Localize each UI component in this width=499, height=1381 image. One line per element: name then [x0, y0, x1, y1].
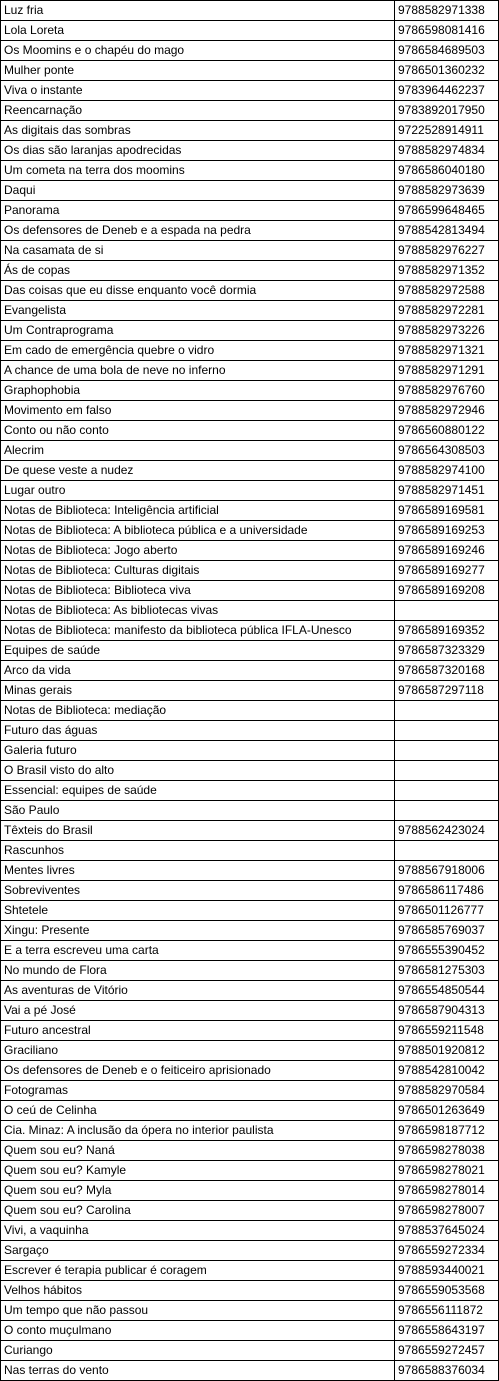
- isbn-cell[interactable]: 9786589169246: [395, 541, 499, 561]
- book-title-cell[interactable]: Na casamata de si: [1, 241, 395, 261]
- table-row: [1, 521, 499, 541]
- table-row: [1, 681, 499, 701]
- isbn-cell[interactable]: 9722528914911: [395, 121, 499, 141]
- book-title-cell[interactable]: Os defensores de Deneb e o feiticeiro aprisionado: [1, 1061, 395, 1081]
- isbn-cell[interactable]: 9788582971291: [395, 361, 499, 381]
- table-row: [1, 221, 499, 241]
- table-row: [1, 1221, 499, 1241]
- book-title-cell[interactable]: As aventuras de Vitório: [1, 981, 395, 1001]
- book-title-cell[interactable]: Essencial: equipes de saúde: [1, 781, 395, 801]
- book-title-cell[interactable]: Um Contraprograma: [1, 321, 395, 341]
- table-row: [1, 1101, 499, 1121]
- table-row: [1, 1021, 499, 1041]
- isbn-cell[interactable]: 9786587320168: [395, 661, 499, 681]
- book-title-cell[interactable]: Alecrim: [1, 441, 395, 461]
- book-title-cell[interactable]: Quem sou eu? Kamyle: [1, 1161, 395, 1181]
- table-row: [1, 741, 499, 761]
- isbn-cell[interactable]: 9786598278021: [395, 1161, 499, 1181]
- table-row: [1, 1281, 499, 1301]
- book-title-cell[interactable]: Mentes livres: [1, 861, 395, 881]
- isbn-cell[interactable]: 9786559272457: [395, 1341, 499, 1361]
- book-title-cell[interactable]: Xingu: Presente: [1, 921, 395, 941]
- book-title-cell[interactable]: Curiango: [1, 1341, 395, 1361]
- isbn-cell[interactable]: 9788582970584: [395, 1081, 499, 1101]
- table-row: [1, 1201, 499, 1221]
- table-row: [1, 901, 499, 921]
- isbn-cell[interactable]: 9788542813494: [395, 221, 499, 241]
- table-row: [1, 641, 499, 661]
- book-title-cell[interactable]: Escrever é terapia publicar é coragem: [1, 1261, 395, 1281]
- table-row: [1, 941, 499, 961]
- table-row: [1, 41, 499, 61]
- table-row: [1, 961, 499, 981]
- table-row: [1, 421, 499, 441]
- table-row: [1, 621, 499, 641]
- table-row: [1, 261, 499, 281]
- book-title-cell[interactable]: Futuro ancestral: [1, 1021, 395, 1041]
- book-title-cell[interactable]: Vai a pé José: [1, 1001, 395, 1021]
- isbn-cell[interactable]: 9786560880122: [395, 421, 499, 441]
- isbn-cell[interactable]: 9786598187712: [395, 1121, 499, 1141]
- isbn-cell[interactable]: 9786585769037: [395, 921, 499, 941]
- isbn-cell[interactable]: 9786586040180: [395, 161, 499, 181]
- isbn-cell[interactable]: 9786559211548: [395, 1021, 499, 1041]
- isbn-cell[interactable]: 9786589169581: [395, 501, 499, 521]
- isbn-cell[interactable]: 9786589169208: [395, 581, 499, 601]
- book-title-cell[interactable]: De quese veste a nudez: [1, 461, 395, 481]
- table-row: [1, 821, 499, 841]
- table-row: [1, 381, 499, 401]
- book-title-cell[interactable]: Notas de Biblioteca: Culturas digitais: [1, 561, 395, 581]
- book-title-cell[interactable]: Minas gerais: [1, 681, 395, 701]
- book-title-cell[interactable]: Um cometa na terra dos moomins: [1, 161, 395, 181]
- book-title-cell[interactable]: Em cado de emergência quebre o vidro: [1, 341, 395, 361]
- isbn-cell[interactable]: 9786598278007: [395, 1201, 499, 1221]
- isbn-cell[interactable]: 9788582971321: [395, 341, 499, 361]
- book-title-cell[interactable]: Têxteis do Brasil: [1, 821, 395, 841]
- isbn-cell[interactable]: [395, 601, 499, 621]
- isbn-cell[interactable]: 9788582973226: [395, 321, 499, 341]
- table-row: [1, 61, 499, 81]
- isbn-cell[interactable]: 9786555390452: [395, 941, 499, 961]
- book-title-cell[interactable]: Os dias são laranjas apodrecidas: [1, 141, 395, 161]
- table-row: [1, 241, 499, 261]
- book-title-cell[interactable]: Das coisas que eu disse enquanto você dormia: [1, 281, 395, 301]
- isbn-cell[interactable]: 9786587904313: [395, 1001, 499, 1021]
- isbn-cell[interactable]: 9786554850544: [395, 981, 499, 1001]
- book-title-cell[interactable]: Rascunhos: [1, 841, 395, 861]
- table-row: [1, 1, 499, 21]
- book-title-cell[interactable]: Nas terras do vento: [1, 1361, 395, 1381]
- book-title-cell[interactable]: O Brasil visto do alto: [1, 761, 395, 781]
- isbn-cell[interactable]: [395, 781, 499, 801]
- book-title-cell[interactable]: Movimento em falso: [1, 401, 395, 421]
- book-title-cell[interactable]: Sargaço: [1, 1241, 395, 1261]
- table-row: [1, 461, 499, 481]
- table-row: [1, 1341, 499, 1361]
- table-row: [1, 1121, 499, 1141]
- book-title-cell[interactable]: Lugar outro: [1, 481, 395, 501]
- isbn-cell[interactable]: 9788542810042: [395, 1061, 499, 1081]
- table-row: [1, 661, 499, 681]
- book-title-cell[interactable]: Viva o instante: [1, 81, 395, 101]
- table-row: [1, 1061, 499, 1081]
- table-row: [1, 1001, 499, 1021]
- isbn-cell[interactable]: 9786501263649: [395, 1101, 499, 1121]
- isbn-cell[interactable]: 9788537645024: [395, 1221, 499, 1241]
- table-row: [1, 781, 499, 801]
- book-title-cell[interactable]: São Paulo: [1, 801, 395, 821]
- book-title-cell[interactable]: E a terra escreveu uma carta: [1, 941, 395, 961]
- table-row: [1, 581, 499, 601]
- isbn-cell[interactable]: [395, 701, 499, 721]
- book-title-cell[interactable]: Vivi, a vaquinha: [1, 1221, 395, 1241]
- table-row: [1, 601, 499, 621]
- isbn-cell[interactable]: [395, 841, 499, 861]
- book-title-cell[interactable]: Cia. Minaz: A inclusão da ópera no interior paulista: [1, 1121, 395, 1141]
- table-row: [1, 1241, 499, 1261]
- table-row: [1, 321, 499, 341]
- isbn-cell[interactable]: [395, 801, 499, 821]
- book-title-cell[interactable]: Notas de Biblioteca: mediação: [1, 701, 395, 721]
- isbn-cell[interactable]: 9786558643197: [395, 1321, 499, 1341]
- isbn-cell[interactable]: [395, 761, 499, 781]
- table-row: [1, 341, 499, 361]
- isbn-cell[interactable]: 9788582974834: [395, 141, 499, 161]
- table-row: [1, 201, 499, 221]
- book-title-cell[interactable]: Quem sou eu? Naná: [1, 1141, 395, 1161]
- book-title-cell[interactable]: Evangelista: [1, 301, 395, 321]
- table-row: [1, 1181, 499, 1201]
- book-title-cell[interactable]: A chance de uma bola de neve no inferno: [1, 361, 395, 381]
- book-table-body: [1, 1, 499, 1381]
- book-title-cell[interactable]: Notas de Biblioteca: Biblioteca viva: [1, 581, 395, 601]
- book-title-cell[interactable]: Notas de Biblioteca: manifesto da biblioteca pública IFLA-Unesco: [1, 621, 395, 641]
- isbn-cell[interactable]: 9786598278014: [395, 1181, 499, 1201]
- table-row: [1, 1361, 499, 1381]
- isbn-cell[interactable]: 9788582971451: [395, 481, 499, 501]
- book-title-cell[interactable]: Fotogramas: [1, 1081, 395, 1101]
- book-title-cell[interactable]: Lola Loreta: [1, 21, 395, 41]
- table-row: [1, 801, 499, 821]
- isbn-cell[interactable]: [395, 721, 499, 741]
- book-title-cell[interactable]: Graciliano: [1, 1041, 395, 1061]
- book-title-cell[interactable]: Luz fria: [1, 1, 395, 21]
- book-title-cell[interactable]: As digitais das sombras: [1, 121, 395, 141]
- book-title-cell[interactable]: Notas de Biblioteca: Inteligência artificial: [1, 501, 395, 521]
- table-row: [1, 761, 499, 781]
- table-row: [1, 541, 499, 561]
- book-title-cell[interactable]: Equipes de saúde: [1, 641, 395, 661]
- table-row: [1, 701, 499, 721]
- isbn-cell[interactable]: 9786599648465: [395, 201, 499, 221]
- isbn-cell[interactable]: 9788582972588: [395, 281, 499, 301]
- book-title-cell[interactable]: Quem sou eu? Carolina: [1, 1201, 395, 1221]
- table-row: [1, 441, 499, 461]
- book-title-cell[interactable]: Velhos hábitos: [1, 1281, 395, 1301]
- book-title-cell[interactable]: Mulher ponte: [1, 61, 395, 81]
- book-title-cell[interactable]: Ás de copas: [1, 261, 395, 281]
- isbn-cell[interactable]: 9788567918006: [395, 861, 499, 881]
- table-row: [1, 81, 499, 101]
- table-row: [1, 161, 499, 181]
- book-title-cell[interactable]: Galeria futuro: [1, 741, 395, 761]
- book-title-cell[interactable]: Os Moomins e o chapéu do mago: [1, 41, 395, 61]
- isbn-cell[interactable]: 9786589169277: [395, 561, 499, 581]
- table-row: [1, 1041, 499, 1061]
- book-title-cell[interactable]: Reencarnação: [1, 101, 395, 121]
- book-title-cell[interactable]: Sobreviventes: [1, 881, 395, 901]
- isbn-cell[interactable]: 9788582976760: [395, 381, 499, 401]
- isbn-cell[interactable]: 9786564308503: [395, 441, 499, 461]
- book-title-cell[interactable]: Os defensores de Deneb e a espada na pedra: [1, 221, 395, 241]
- table-row: [1, 1321, 499, 1341]
- isbn-cell[interactable]: 9788582972946: [395, 401, 499, 421]
- isbn-cell[interactable]: 9788501920812: [395, 1041, 499, 1061]
- book-title-cell[interactable]: Um tempo que não passou: [1, 1301, 395, 1321]
- isbn-cell[interactable]: 9788582976227: [395, 241, 499, 261]
- isbn-cell[interactable]: 9788582971352: [395, 261, 499, 281]
- table-row: [1, 361, 499, 381]
- table-row: [1, 861, 499, 881]
- table-row: [1, 721, 499, 741]
- table-row: [1, 301, 499, 321]
- table-row: [1, 481, 499, 501]
- table-row: [1, 121, 499, 141]
- isbn-cell[interactable]: 9786501360232: [395, 61, 499, 81]
- table-row: [1, 1161, 499, 1181]
- isbn-cell[interactable]: 9788582971338: [395, 1, 499, 21]
- book-title-cell[interactable]: Panorama: [1, 201, 395, 221]
- isbn-cell[interactable]: 9786589169253: [395, 521, 499, 541]
- isbn-cell[interactable]: 9786589169352: [395, 621, 499, 641]
- book-title-cell[interactable]: Notas de Biblioteca: A biblioteca pública e a universidade: [1, 521, 395, 541]
- book-title-cell[interactable]: Conto ou não conto: [1, 421, 395, 441]
- isbn-cell[interactable]: 9786559053568: [395, 1281, 499, 1301]
- book-title-cell[interactable]: O ceú de Celinha: [1, 1101, 395, 1121]
- book-title-cell[interactable]: O conto muçulmano: [1, 1321, 395, 1341]
- isbn-cell[interactable]: [395, 741, 499, 761]
- table-row: [1, 101, 499, 121]
- book-title-cell[interactable]: Shtetele: [1, 901, 395, 921]
- table-row: [1, 841, 499, 861]
- isbn-cell[interactable]: 9786586117486: [395, 881, 499, 901]
- table-row: [1, 281, 499, 301]
- book-title-cell[interactable]: Futuro das águas: [1, 721, 395, 741]
- isbn-cell[interactable]: 9786501126777: [395, 901, 499, 921]
- isbn-cell[interactable]: 9788582972281: [395, 301, 499, 321]
- isbn-cell[interactable]: 9786587323329: [395, 641, 499, 661]
- table-row: [1, 981, 499, 1001]
- table-row: [1, 1301, 499, 1321]
- isbn-cell[interactable]: 9783892017950: [395, 101, 499, 121]
- book-title-cell[interactable]: Notas de Biblioteca: Jogo aberto: [1, 541, 395, 561]
- isbn-cell[interactable]: 9788593440021: [395, 1261, 499, 1281]
- isbn-cell[interactable]: 9788562423024: [395, 821, 499, 841]
- book-title-cell[interactable]: Notas de Biblioteca: As bibliotecas vivas: [1, 601, 395, 621]
- table-row: [1, 501, 499, 521]
- isbn-cell[interactable]: 9786588376034: [395, 1361, 499, 1381]
- isbn-cell[interactable]: 9786581275303: [395, 961, 499, 981]
- isbn-cell[interactable]: 9786556111872: [395, 1301, 499, 1321]
- book-title-cell[interactable]: Graphophobia: [1, 381, 395, 401]
- table-row: [1, 1081, 499, 1101]
- table-row: [1, 21, 499, 41]
- isbn-cell[interactable]: 9786559272334: [395, 1241, 499, 1261]
- table-row: [1, 1261, 499, 1281]
- book-title-cell[interactable]: Quem sou eu? Myla: [1, 1181, 395, 1201]
- isbn-cell[interactable]: 9786598081416: [395, 21, 499, 41]
- isbn-cell[interactable]: 9786598278038: [395, 1141, 499, 1161]
- isbn-cell[interactable]: 9783964462237: [395, 81, 499, 101]
- book-title-cell[interactable]: Daqui: [1, 181, 395, 201]
- isbn-cell[interactable]: 9788582974100: [395, 461, 499, 481]
- book-title-cell[interactable]: No mundo de Flora: [1, 961, 395, 981]
- isbn-cell[interactable]: 9786584689503: [395, 41, 499, 61]
- table-row: [1, 181, 499, 201]
- table-row: [1, 401, 499, 421]
- table-row: [1, 561, 499, 581]
- isbn-cell[interactable]: 9786587297118: [395, 681, 499, 701]
- table-row: [1, 921, 499, 941]
- book-title-cell[interactable]: Arco da vida: [1, 661, 395, 681]
- table-row: [1, 141, 499, 161]
- table-row: [1, 881, 499, 901]
- table-row: [1, 1141, 499, 1161]
- isbn-cell[interactable]: 9788582973639: [395, 181, 499, 201]
